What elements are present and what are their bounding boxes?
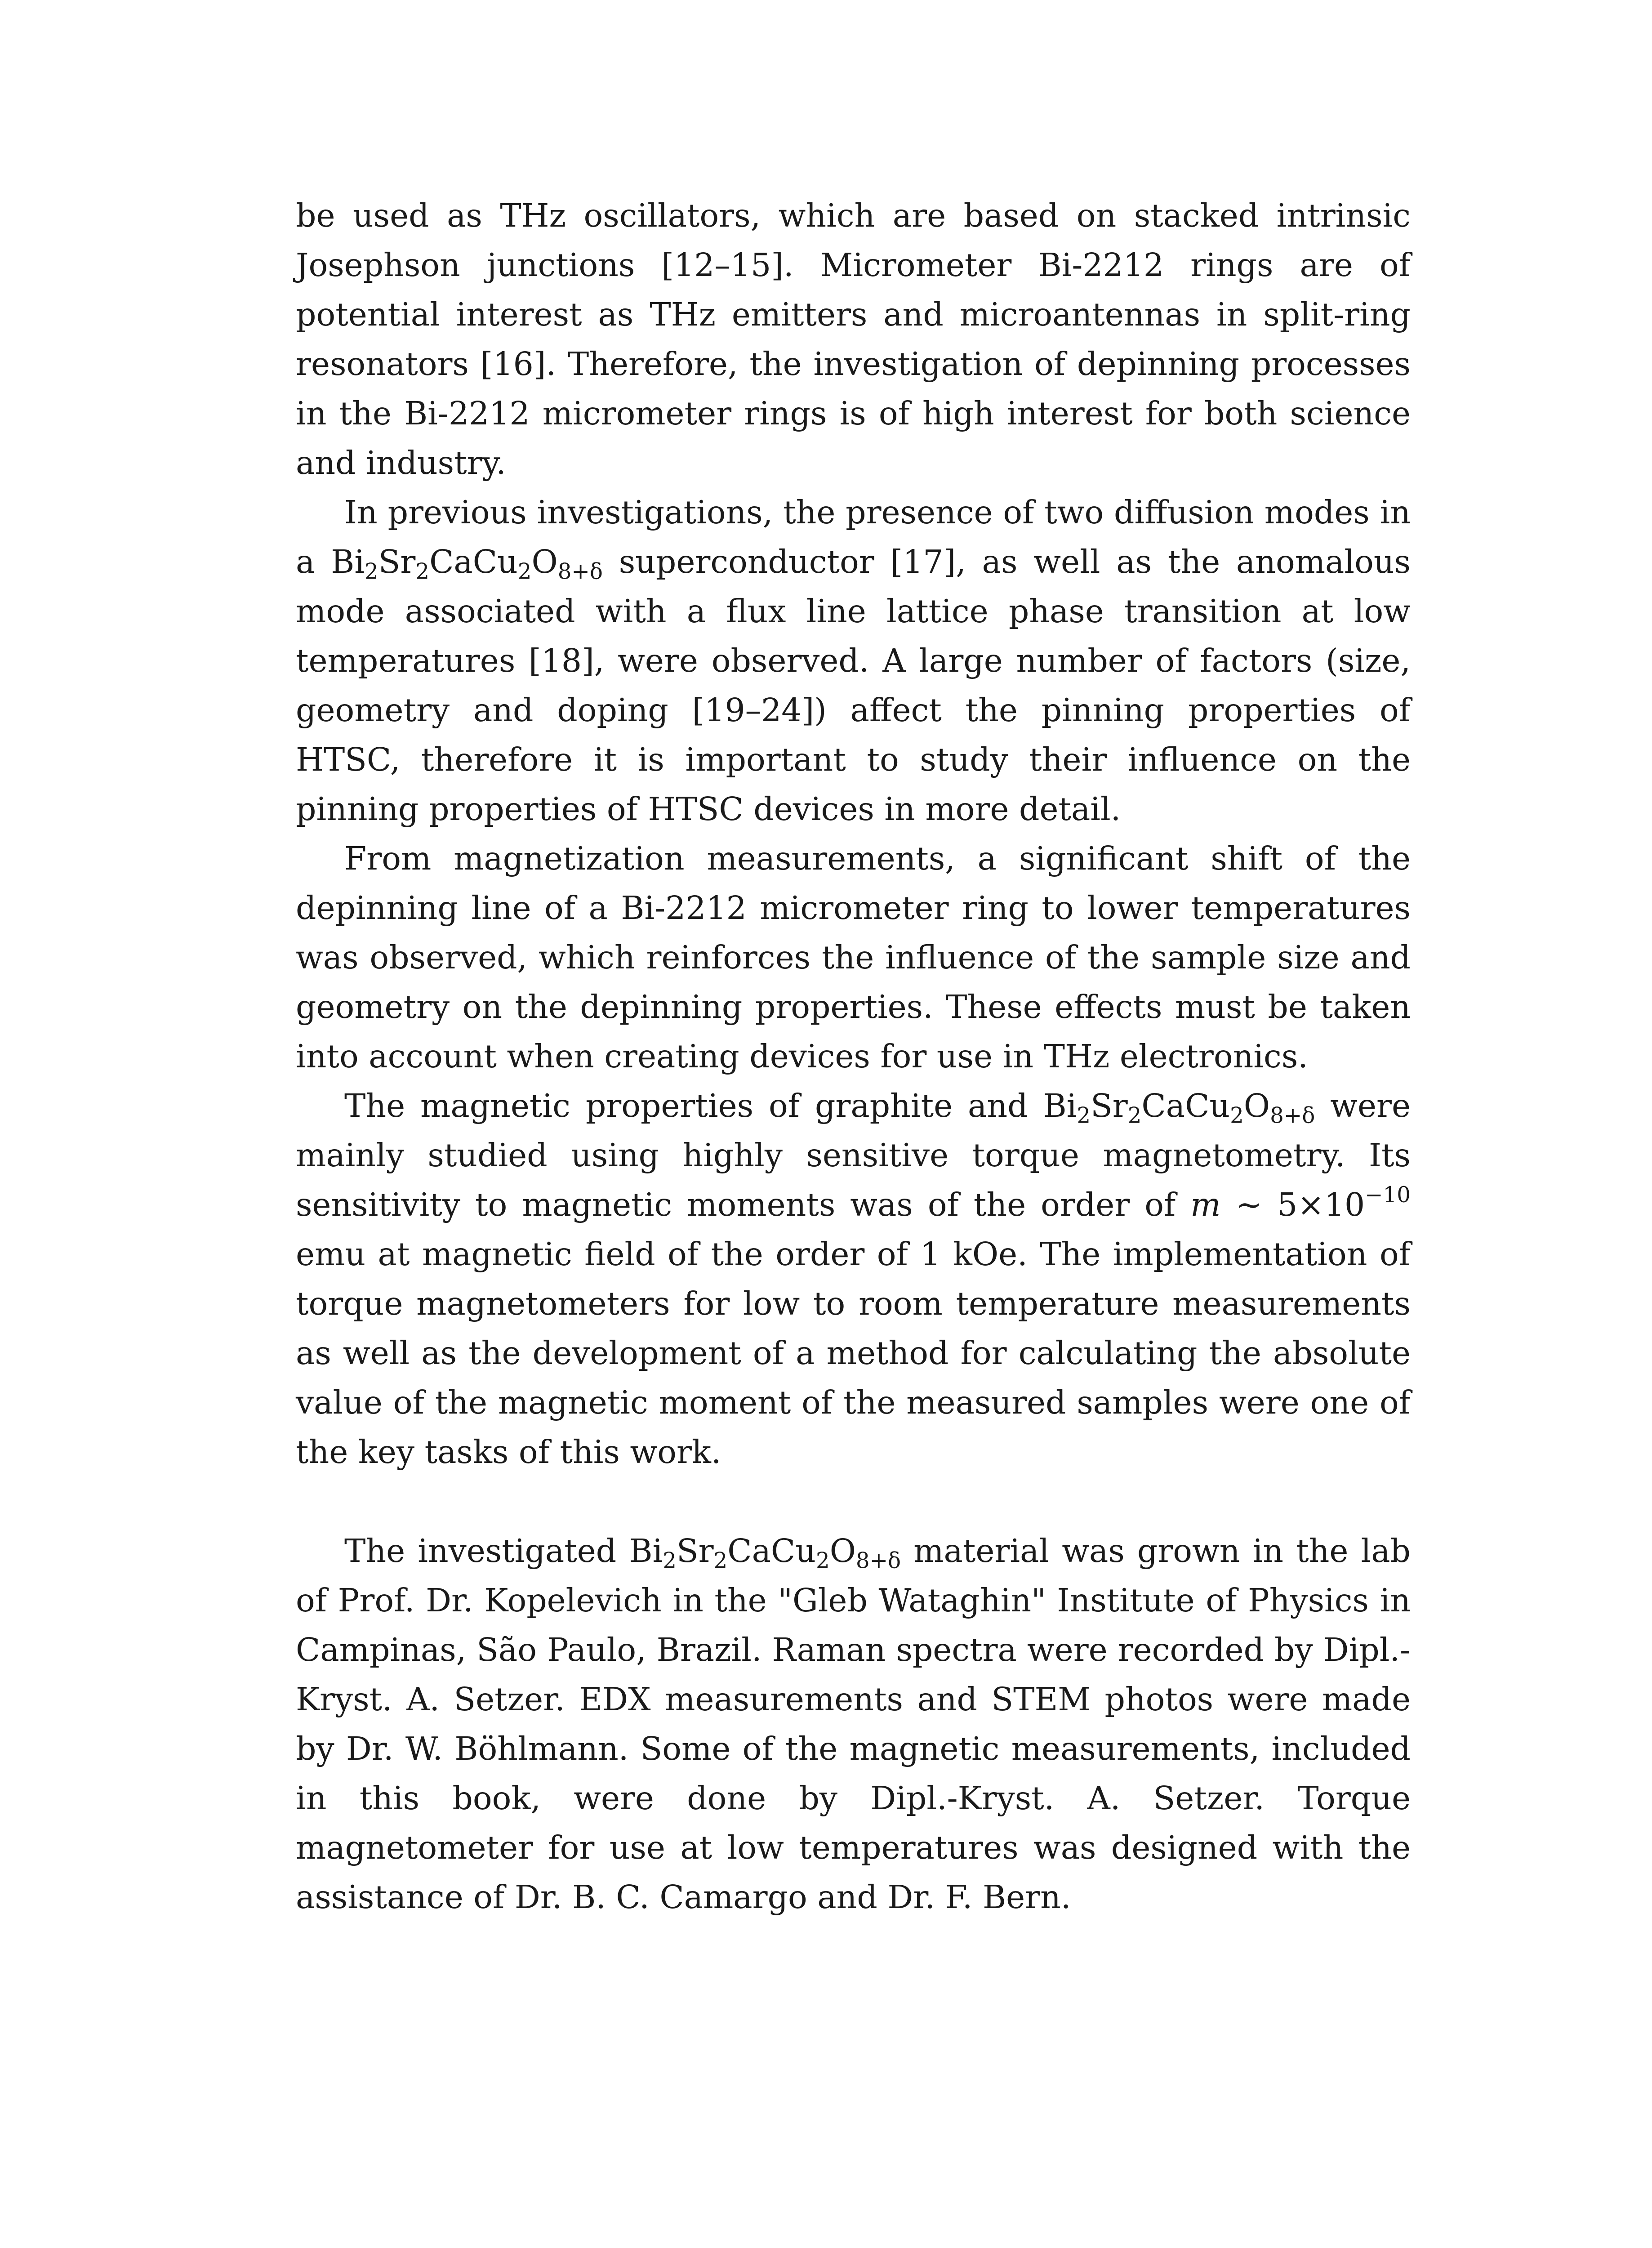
paragraph-5-rest: material was grown in the lab of Prof. Dr. Kopelevich in the "Gleb Wataghin" Institute of Physics in Campinas, São Paulo, Brazil. Raman spectra were recorded by Dipl.-Kryst. A. Setzer. EDX measurements and STEM photos were made by Dr. W. Böhlmann. Some of the magnetic measurements, included in this book, were done by Dipl.-Kryst. A. Setzer. Torque magnetometer for use at low temperatures was designed with the assistance of Dr. B. C. Camargo and Dr. F. Bern. (296, 1532, 1411, 1916)
formula-bi: Bi (1043, 1087, 1077, 1124)
paragraph-3-text: From magnetization measurements, a significant shift of the depinning line of a Bi-2212 micrometer ring to lower temperatures was observed, which reinforces the influence of the sample size and geometry on the depinning properties. These effects must be taken into account when creating devices for use in THz electronics. (296, 840, 1411, 1075)
paragraph-1 (296, 191, 1411, 488)
formula-cacu: CaCu (429, 543, 518, 580)
formula-o: O (829, 1532, 856, 1570)
formula-cacu-sub: 2 (517, 559, 532, 584)
formula-cacu: CaCu (1141, 1087, 1230, 1124)
paragraph-4-rest: emu at magnetic field of the order of 1 kOe. The implementation of torque magnetometers for low to room temperature measurements as well as the development of a method for calculating the absolute value of the magnetic moment of the measured samples were one of the key tasks of this work. (296, 1236, 1411, 1471)
paragraph-1-text: be used as THz oscillators, which are based on stacked intrinsic Josephson junctions [12–15]. Micrometer Bi-2212 rings are of potential interest as THz emitters and microantennas in split-ring resonators [16]. Therefore, the investigation of depinning processes in the Bi-2212 micrometer rings is of high interest for both science and industry. (296, 197, 1411, 482)
formula-cacu-sub: 2 (1230, 1103, 1244, 1128)
chemical-formula (629, 1532, 901, 1574)
paragraph-2-lead: In previous investigations, the presence of two diffusion modes in a (296, 494, 1411, 580)
formula-o-sub: 8+δ (855, 1548, 901, 1574)
formula-sr: Sr (1091, 1087, 1128, 1124)
formula-o-sub: 8+δ (1270, 1103, 1315, 1128)
formula-o: O (1243, 1087, 1270, 1124)
formula-sr-sub: 2 (1127, 1103, 1142, 1128)
formula-bi-sub: 2 (663, 1548, 677, 1574)
paragraph-4-middle: were mainly studied using highly sensitive torque magnetometry. Its sensitivity to magnetic moments was of the order of (296, 1087, 1411, 1223)
chemical-formula (331, 543, 603, 584)
formula-o-sub: 8+δ (557, 559, 603, 584)
paragraph-5 (296, 1526, 1411, 1922)
math-variable-m: m (1190, 1186, 1221, 1223)
formula-bi-sub: 2 (365, 559, 378, 584)
formula-cacu-sub: 2 (815, 1548, 830, 1574)
formula-sr: Sr (676, 1532, 714, 1570)
paragraph-2-rest: superconductor [17], as well as the anomalous mode associated with a flux line lattice phase transition at low temperatures [18], were observed. A large number of factors (size, geometry and doping [19–24]) affect the pinning properties of HTSC, therefore it is important to study their influence on the pinning properties of HTSC devices in more detail. (296, 543, 1411, 828)
paragraph-4 (296, 1081, 1411, 1477)
paragraph-4-lead: The magnetic properties of graphite and (344, 1087, 1043, 1124)
paragraph-5-lead: The investigated (344, 1532, 629, 1570)
formula-bi: Bi (629, 1532, 663, 1570)
formula-o: O (531, 543, 558, 580)
chemical-formula (1043, 1087, 1315, 1128)
math-relation: ∼ 5×10 (1220, 1186, 1365, 1223)
formula-bi: Bi (331, 543, 365, 580)
formula-cacu: CaCu (727, 1532, 816, 1570)
paragraph-2 (296, 488, 1411, 834)
formula-bi-sub: 2 (1077, 1103, 1091, 1128)
paragraph-3 (296, 834, 1411, 1081)
body-text (296, 191, 1411, 1922)
math-exponent: −10 (1365, 1182, 1411, 1208)
formula-sr-sub: 2 (415, 559, 430, 584)
formula-sr-sub: 2 (713, 1548, 728, 1574)
formula-sr: Sr (378, 543, 416, 580)
